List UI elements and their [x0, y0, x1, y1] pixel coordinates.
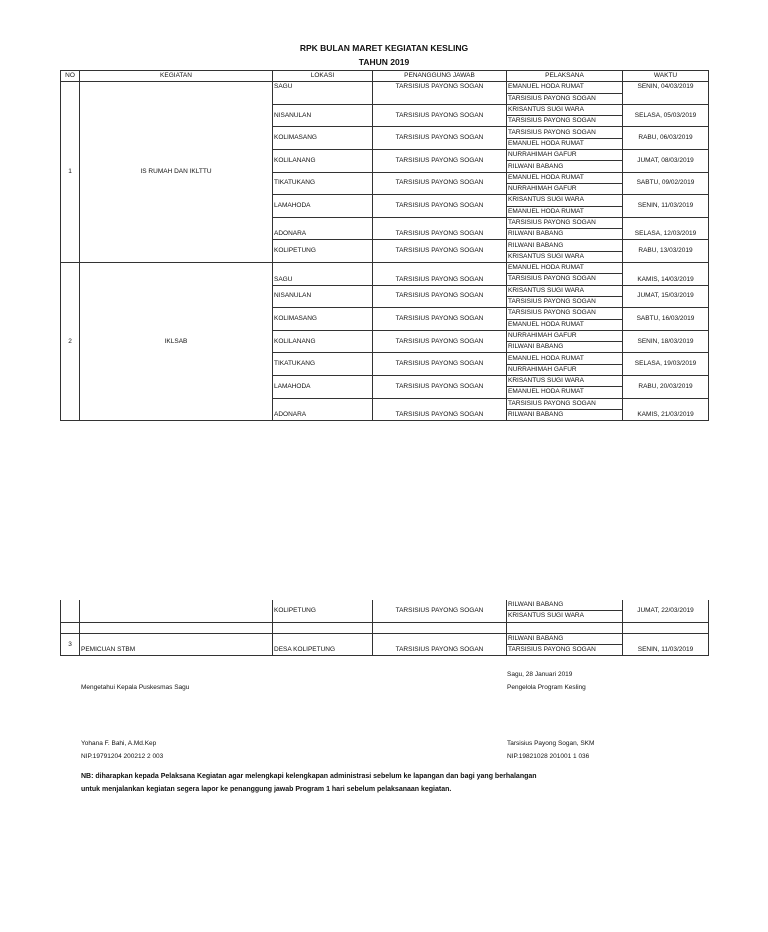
penanggung-jawab-cell: TARSISIUS PAYONG SOGAN — [373, 330, 507, 353]
pelaksana-cell: RILWANI BABANG — [507, 633, 623, 644]
lokasi-cell: KOLIMASANG — [273, 308, 373, 331]
lokasi-cell: TIKATUKANG — [273, 172, 373, 195]
no-cell: 1 — [61, 82, 80, 263]
pelaksana-cell: TARSISIUS PAYONG SOGAN — [507, 296, 623, 307]
spacer-row — [61, 622, 709, 633]
header-lokasi: LOKASI — [273, 71, 373, 82]
document-subtitle-year: TAHUN 2019 — [358, 57, 410, 67]
left-signatory-nip: NIP.19791204 200212 2 003 — [81, 753, 164, 760]
pelaksana-cell: RILWANI BABANG — [507, 342, 623, 353]
penanggung-jawab-cell: TARSISIUS PAYONG SOGAN — [373, 172, 507, 195]
waktu-cell: SELASA, 05/03/2019 — [623, 104, 709, 127]
pelaksana-cell: EMANUEL HODA RUMAT — [507, 138, 623, 149]
pelaksana-cell: RILWANI BABANG — [507, 600, 623, 611]
lokasi-cell: LAMAHODA — [273, 195, 373, 218]
pelaksana-cell: NURRAHIMAH GAFUR — [507, 183, 623, 194]
table-row — [61, 600, 709, 611]
lokasi-cell: SAGU — [273, 263, 373, 286]
pelaksana-cell: NURRAHIMAH GAFUR — [507, 364, 623, 375]
kegiatan-cell — [80, 600, 273, 622]
lokasi-cell: KOLIPETUNG — [273, 600, 373, 622]
schedule-table — [60, 70, 709, 421]
penanggung-jawab-cell: TARSISIUS PAYONG SOGAN — [373, 240, 507, 263]
no-cell: 3 — [61, 633, 80, 656]
header-waktu: WAKTU — [623, 71, 709, 82]
pelaksana-cell: TARSISIUS PAYONG SOGAN — [507, 93, 623, 104]
right-signatory-nip: NIP.19821028 201001 1 036 — [507, 753, 590, 760]
penanggung-jawab-cell: TARSISIUS PAYONG SOGAN — [373, 376, 507, 399]
pelaksana-cell: TARSISIUS PAYONG SOGAN — [507, 398, 623, 409]
left-signatory-name: Yohana F. Bahi, A.Md.Kep — [81, 740, 157, 747]
penanggung-jawab-cell: TARSISIUS PAYONG SOGAN — [373, 150, 507, 173]
no-cell — [61, 600, 80, 622]
lokasi-cell: NISANULAN — [273, 285, 373, 308]
waktu-cell: SENIN, 18/03/2019 — [623, 330, 709, 353]
penanggung-jawab-cell: TARSISIUS PAYONG SOGAN — [373, 353, 507, 376]
pelaksana-cell: RILWANI BABANG — [507, 161, 623, 172]
kegiatan-cell: PEMICUAN STBM — [80, 633, 273, 656]
note-line-1: NB: diharapkan kepada Pelaksana Kegiatan agar melengkapi kelengkapan administrasi sebelum ke lapangan dan bagi yang berhalangan — [81, 773, 537, 780]
penanggung-jawab-cell: TARSISIUS PAYONG SOGAN — [373, 398, 507, 421]
pelaksana-cell: EMANUEL HODA RUMAT — [507, 387, 623, 398]
waktu-cell: JUMAT, 08/03/2019 — [623, 150, 709, 173]
lokasi-cell: ADONARA — [273, 217, 373, 240]
table-row — [61, 263, 709, 274]
note-line-2: untuk menjalankan kegiatan segera lapor ke penanggung jawab Program 1 hari sebelum pelaksanaan kegiatan. — [81, 786, 452, 793]
lokasi-cell: DESA KOLIPETUNG — [273, 633, 373, 656]
place-date: Sagu, 28 Januari 2019 — [507, 671, 573, 678]
pelaksana-cell: TARSISIUS PAYONG SOGAN — [507, 217, 623, 228]
waktu-cell: KAMIS, 14/03/2019 — [623, 263, 709, 286]
waktu-cell: KAMIS, 21/03/2019 — [623, 398, 709, 421]
penanggung-jawab-cell: TARSISIUS PAYONG SOGAN — [373, 104, 507, 127]
header-kegiatan: KEGIATAN — [80, 71, 273, 82]
pelaksana-cell: KRISANTUS SUGI WARA — [507, 104, 623, 115]
pelaksana-cell: EMANUEL HODA RUMAT — [507, 82, 623, 93]
waktu-cell: SENIN, 11/03/2019 — [623, 195, 709, 218]
penanggung-jawab-cell: TARSISIUS PAYONG SOGAN — [373, 127, 507, 150]
lokasi-cell: ADONARA — [273, 398, 373, 421]
pelaksana-cell: RILWANI BABANG — [507, 240, 623, 251]
lokasi-cell: KOLILANANG — [273, 150, 373, 173]
lokasi-cell: NISANULAN — [273, 104, 373, 127]
lokasi-cell: TIKATUKANG — [273, 353, 373, 376]
pelaksana-cell: EMANUEL HODA RUMAT — [507, 319, 623, 330]
pelaksana-cell: KRISANTUS SUGI WARA — [507, 195, 623, 206]
penanggung-jawab-cell: TARSISIUS PAYONG SOGAN — [373, 308, 507, 331]
pelaksana-cell: KRISANTUS SUGI WARA — [507, 376, 623, 387]
pelaksana-cell: KRISANTUS SUGI WARA — [507, 611, 623, 622]
table-row — [61, 633, 709, 644]
penanggung-jawab-cell: TARSISIUS PAYONG SOGAN — [373, 600, 507, 622]
pelaksana-cell: TARSISIUS PAYONG SOGAN — [507, 645, 623, 656]
pelaksana-cell: EMANUEL HODA RUMAT — [507, 172, 623, 183]
schedule-table-continued — [60, 600, 709, 656]
penanggung-jawab-cell: TARSISIUS PAYONG SOGAN — [373, 633, 507, 656]
right-signatory-role: Pengelola Program Kesling — [507, 684, 586, 691]
pelaksana-cell: TARSISIUS PAYONG SOGAN — [507, 308, 623, 319]
waktu-cell: RABU, 20/03/2019 — [623, 376, 709, 399]
pelaksana-cell: KRISANTUS SUGI WARA — [507, 251, 623, 262]
penanggung-jawab-cell: TARSISIUS PAYONG SOGAN — [373, 263, 507, 286]
pelaksana-cell: TARSISIUS PAYONG SOGAN — [507, 274, 623, 285]
table-header-row — [61, 71, 709, 82]
pelaksana-cell: KRISANTUS SUGI WARA — [507, 285, 623, 296]
lokasi-cell: KOLIMASANG — [273, 127, 373, 150]
kegiatan-cell: IS RUMAH DAN IKLTTU — [80, 82, 273, 263]
header-penanggung-jawab: PENANGGUNG JAWAB — [373, 71, 507, 82]
pelaksana-cell: EMANUEL HODA RUMAT — [507, 206, 623, 217]
waktu-cell: SENIN, 04/03/2019 — [623, 82, 709, 105]
left-signatory-role: Mengetahui Kepala Puskesmas Sagu — [81, 684, 190, 691]
pelaksana-cell: NURRAHIMAH GAFUR — [507, 330, 623, 341]
waktu-cell: RABU, 06/03/2019 — [623, 127, 709, 150]
pelaksana-cell: NURRAHIMAH GAFUR — [507, 150, 623, 161]
waktu-cell: SELASA, 12/03/2019 — [623, 217, 709, 240]
header-no: NO — [61, 71, 80, 82]
pelaksana-cell: EMANUEL HODA RUMAT — [507, 353, 623, 364]
pelaksana-cell: RILWANI BABANG — [507, 409, 623, 420]
penanggung-jawab-cell: TARSISIUS PAYONG SOGAN — [373, 217, 507, 240]
waktu-cell: SABTU, 16/03/2019 — [623, 308, 709, 331]
waktu-cell: JUMAT, 15/03/2019 — [623, 285, 709, 308]
right-signatory-name: Tarsisius Payong Sogan, SKM — [507, 740, 595, 747]
lokasi-cell: LAMAHODA — [273, 376, 373, 399]
waktu-cell: SENIN, 11/03/2019 — [623, 633, 709, 656]
pelaksana-cell: TARSISIUS PAYONG SOGAN — [507, 116, 623, 127]
waktu-cell: RABU, 13/03/2019 — [623, 240, 709, 263]
waktu-cell: JUMAT, 22/03/2019 — [623, 600, 709, 622]
waktu-cell: SABTU, 09/02/2019 — [623, 172, 709, 195]
penanggung-jawab-cell: TARSISIUS PAYONG SOGAN — [373, 195, 507, 218]
penanggung-jawab-cell: TARSISIUS PAYONG SOGAN — [373, 82, 507, 105]
header-pelaksana: PELAKSANA — [507, 71, 623, 82]
pelaksana-cell: TARSISIUS PAYONG SOGAN — [507, 127, 623, 138]
penanggung-jawab-cell: TARSISIUS PAYONG SOGAN — [373, 285, 507, 308]
waktu-cell: SELASA, 19/03/2019 — [623, 353, 709, 376]
pelaksana-cell: EMANUEL HODA RUMAT — [507, 263, 623, 274]
lokasi-cell: KOLILANANG — [273, 330, 373, 353]
document-title: RPK BULAN MARET KEGIATAN KESLING — [299, 43, 469, 53]
lokasi-cell: SAGU — [273, 82, 373, 105]
pelaksana-cell: RILWANI BABANG — [507, 229, 623, 240]
lokasi-cell: KOLIPETUNG — [273, 240, 373, 263]
no-cell: 2 — [61, 263, 80, 421]
table-row — [61, 82, 709, 93]
kegiatan-cell: IKLSAB — [80, 263, 273, 421]
